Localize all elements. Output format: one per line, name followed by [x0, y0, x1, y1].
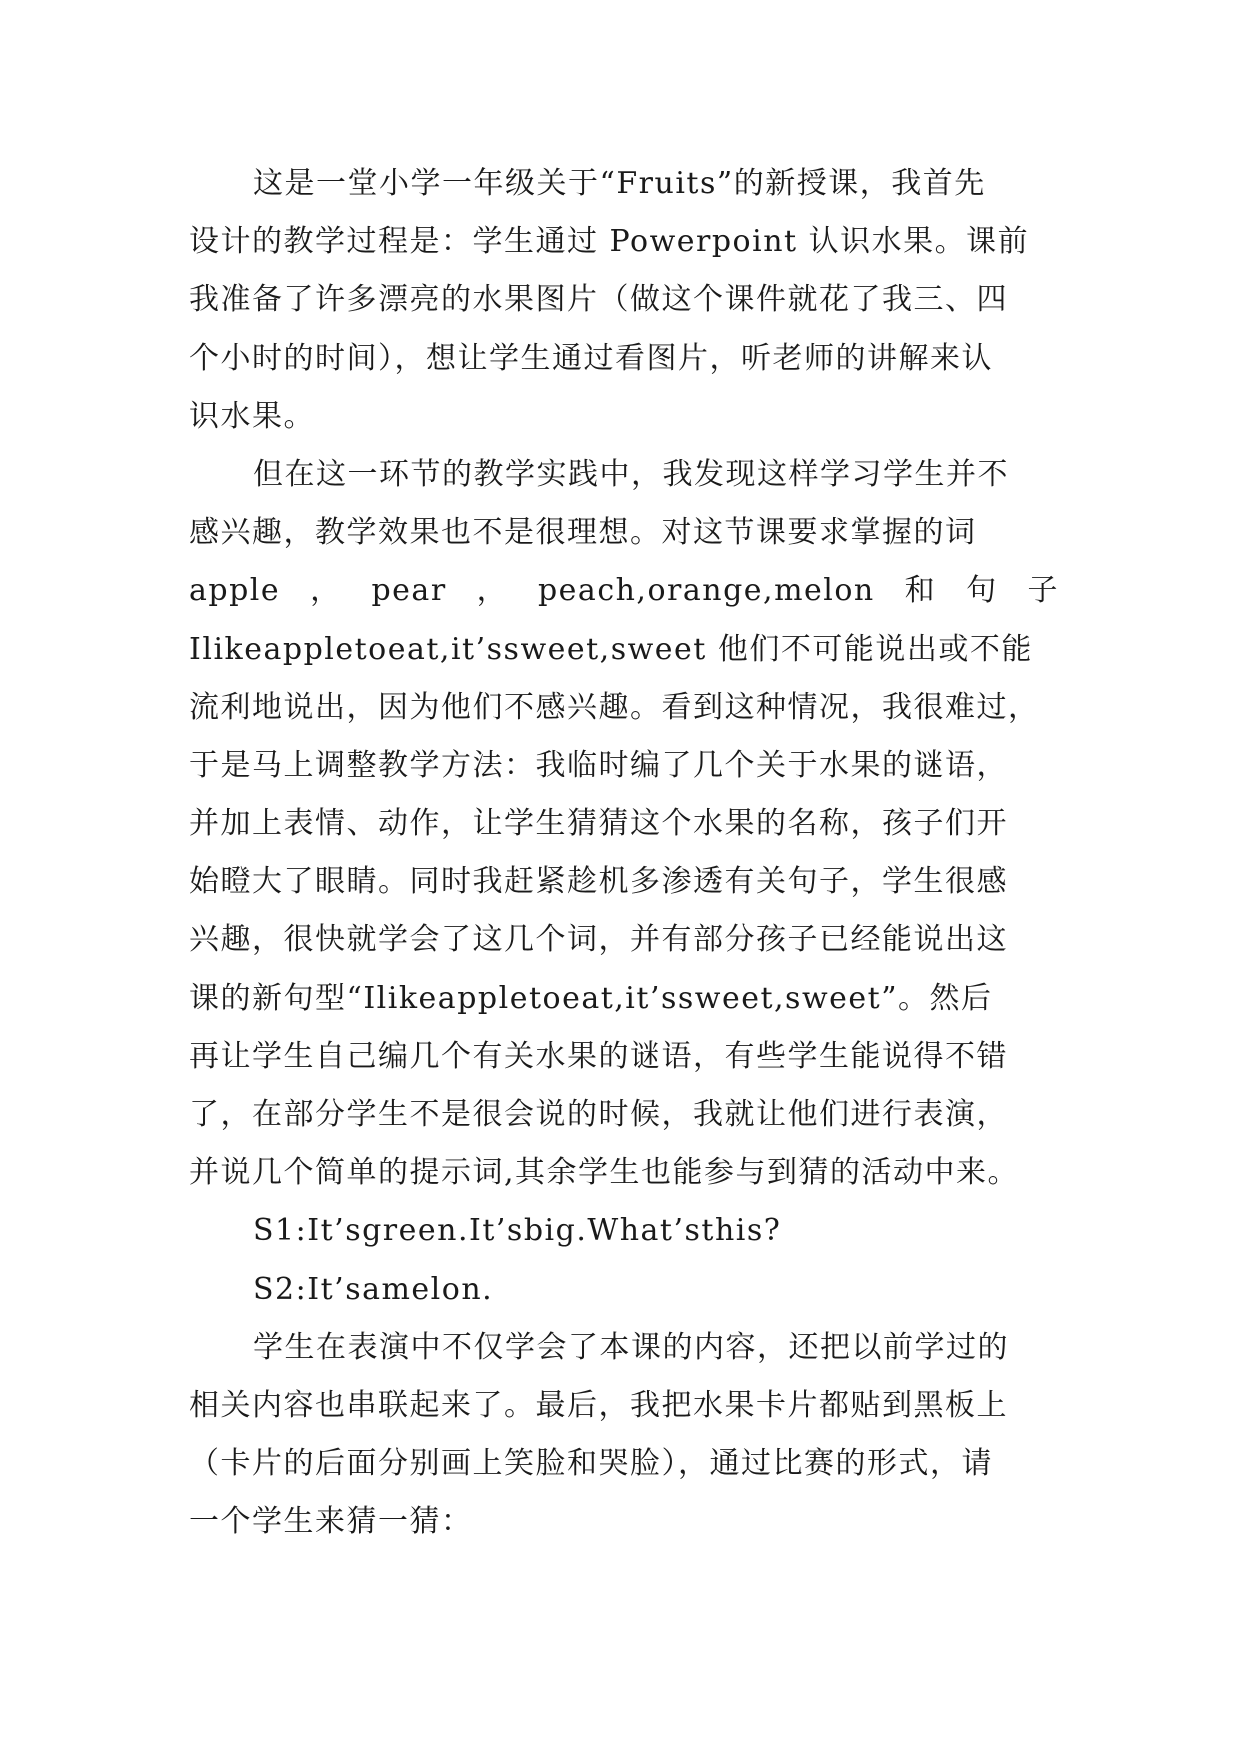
text-line: 再让学生自己编几个有关水果的谜语，有些学生能说得不错 — [189, 1038, 1008, 1074]
dialogue-line-s2 — [189, 1261, 1059, 1319]
text-line: 兴趣，很快就学会了这几个词，并有部分孩子已经能说出这 — [189, 922, 1008, 958]
text-line: 我准备了许多漂亮的水果图片（做这个课件就花了我三、四 — [189, 282, 1008, 318]
text-line: 并说几个简单的提示词,其余学生也能参与到猜的活动中来。 — [189, 1155, 1020, 1191]
text-line: 感兴趣，教学效果也不是很理想。对这节课要求掌握的词 — [189, 515, 977, 551]
word: ， — [476, 573, 509, 609]
text-line: Ilikeappletoeat,it’ssweet,sweet 他们不可能说出或不能 — [189, 631, 1033, 667]
text-line: 识水果。 — [189, 398, 315, 434]
text-line: 一个学生来猜一猜： — [189, 1504, 473, 1540]
text-line: 但在这一环节的教学实践中，我发现这样学习学生并不 — [253, 456, 1009, 492]
text-line: 学生在表演中不仅学会了本课的内容，还把以前学过的 — [253, 1329, 1009, 1365]
word: peach,orange,melon — [537, 573, 875, 609]
paragraph-5 — [189, 1319, 1059, 1552]
text-line: 并加上表情、动作，让学生猜猜这个水果的名称，孩子们开 — [189, 806, 1008, 842]
text-line: S1:It’sgreen.It’sbig.What’sthis? — [253, 1213, 782, 1249]
text-line: （卡片的后面分别画上笑脸和哭脸），通过比赛的形式，请 — [189, 1446, 993, 1482]
word: pear — [371, 573, 447, 609]
word: 句 — [966, 573, 998, 609]
text-line: S2:It’samelon. — [253, 1271, 494, 1307]
word: 子 — [1027, 573, 1059, 609]
text-line: 这是一堂小学一年级关于“Fruits”的新授课，我首先 — [253, 166, 986, 201]
text-line: 流利地说出，因为他们不感兴趣。看到这种情况，我很难过， — [189, 689, 1040, 725]
justified-text-line — [189, 562, 1059, 620]
text-line: 于是马上调整教学方法：我临时编了几个关于水果的谜语， — [189, 747, 1008, 783]
document-page — [189, 155, 1059, 1552]
word: apple — [189, 573, 281, 609]
paragraph-2 — [189, 446, 1059, 1202]
dialogue-line-s1 — [189, 1202, 1059, 1260]
text-line: 始瞪大了眼睛。同时我赶紧趁机多渗透有关句子，学生很感 — [189, 864, 1008, 900]
text-line: 了，在部分学生不是很会说的时候，我就让他们进行表演， — [189, 1097, 1008, 1132]
word: ， — [310, 573, 342, 609]
text-line: 相关内容也串联起来了。最后，我把水果卡片都贴到黑板上 — [189, 1387, 1008, 1423]
text-line: 课的新句型“Ilikeappletoeat,it’ssweet,sweet”。然后 — [189, 980, 993, 1016]
text-line: 设计的教学过程是：学生通过 Powerpoint 认识水果。课前 — [189, 224, 1030, 260]
paragraph-1 — [189, 155, 1059, 446]
word: 和 — [904, 573, 937, 609]
text-line: 个小时的时间），想让学生通过看图片，听老师的讲解来认 — [189, 340, 993, 376]
